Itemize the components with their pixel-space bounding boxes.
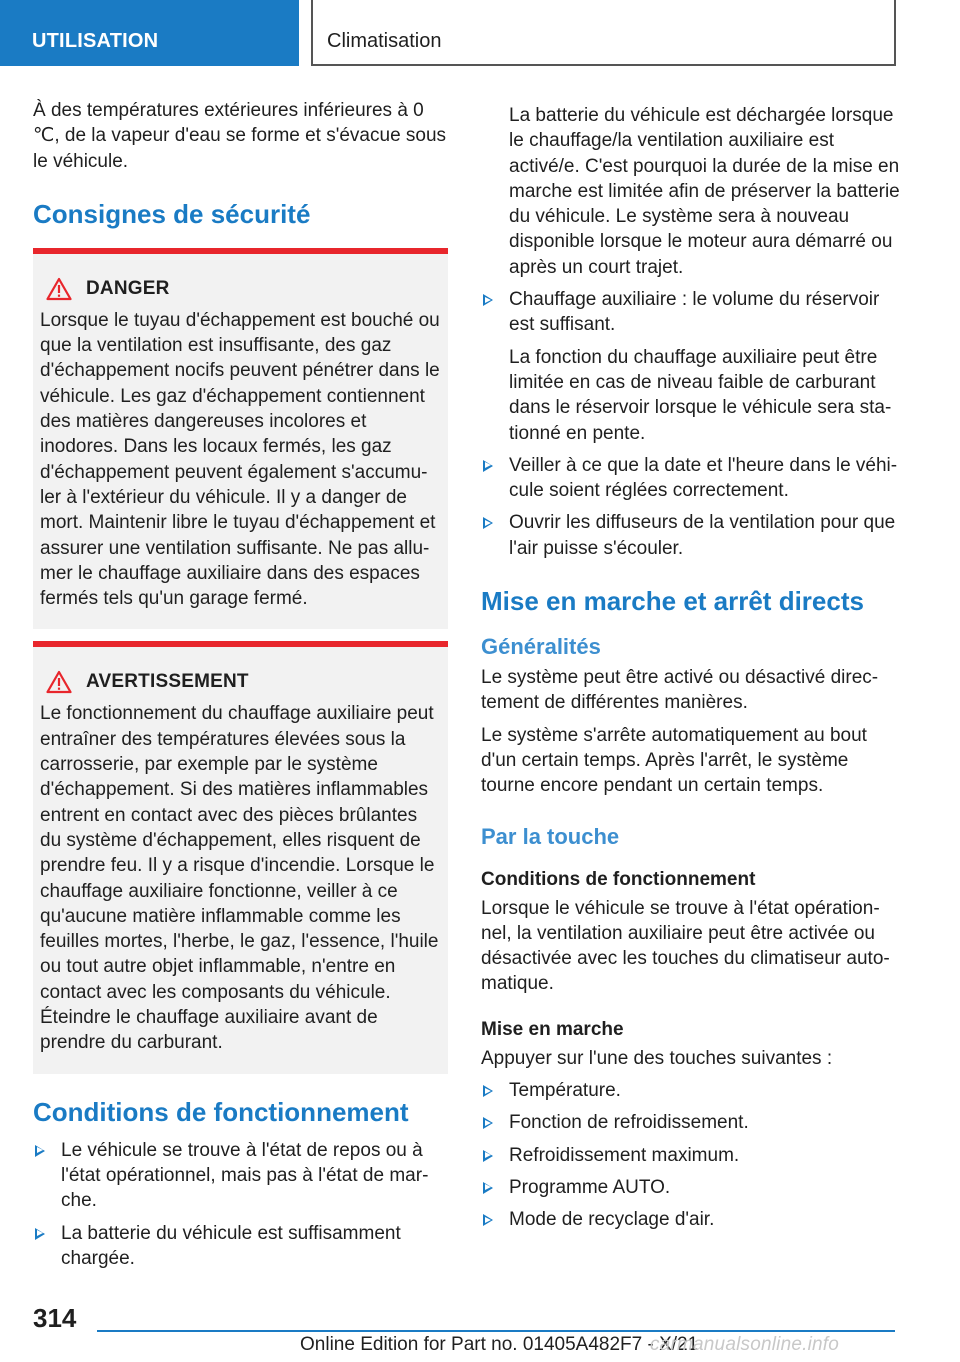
op-conditions-heading: Conditions de fonctionnement: [481, 868, 756, 890]
warning-box: [33, 641, 448, 1073]
warning-title: AVERTISSEMENT: [86, 671, 249, 693]
triangle-bullet-icon: [483, 294, 493, 306]
general-paragraph-2: Le système s'arrête automatiquement au bout d'un certain temps. Après l'arrêt, le système tourne encore pendant un certain temps.: [481, 724, 867, 797]
section-title: UTILISATION: [32, 30, 159, 52]
tank-note: La fonction du chauffage auxiliaire peut être limitée en cas de niveau faible de carburant dans le réservoir lorsque le véhicule sera stationné en pente.: [509, 346, 892, 444]
triangle-bullet-icon: [483, 1150, 493, 1162]
triangle-bullet-icon: [483, 1117, 493, 1129]
warning-title-row: [40, 669, 440, 695]
triangle-bullet-icon: [483, 460, 493, 472]
list-item: Chauffage auxiliaire : le volume du réservoir est suffisant.: [481, 287, 901, 338]
triangle-bullet-icon: [35, 1145, 45, 1157]
right-column: [481, 103, 901, 1240]
triangle-bullet-icon: [483, 1085, 493, 1097]
triangle-bullet-icon: [483, 517, 493, 529]
safety-heading: Consignes de sécurité: [33, 198, 311, 229]
danger-text: Lorsque le tuyau d'échappement est bouché ou que la ventilation est insuffisante, des gaz d'échappement nocifs peuvent pénétrer dans le véhicule. Les gaz d'échappement contiennent des matières dangereuses incolores et inodores. Dans les locaux fermés, les gaz d'échappement peuvent également s'accumuler à l'extérieur du véhicule. Il y a danger de mort. Maintenir libre le tuyau d'échappement et assurer une ventilation suffisante. Ne pas allumer le chauffage auxiliaire dans des espaces fermés tels qu'un garage fermé.: [40, 309, 440, 610]
left-column: [33, 98, 448, 1278]
general-paragraph-1: Le système peut être activé ou désactivé directement de différentes manières.: [481, 667, 879, 714]
warning-triangle-icon: [46, 670, 72, 694]
section-tab: [0, 0, 299, 66]
footer-rule: [97, 1330, 895, 1332]
requirements-list: [481, 287, 901, 338]
list-item: Température.: [481, 1078, 901, 1103]
op-conditions-text: Lorsque le véhicule se trouve à l'état opérationnel, la ventilation auxiliaire peut être activée ou désactivée avec les touches du climatiseur automatique.: [481, 897, 890, 995]
edition-text: Online Edition for Part no. 01405A482F7 - X/21: [300, 1334, 699, 1355]
chapter-box: [311, 0, 896, 66]
warning-text: Le fonctionnement du chauffage auxiliaire peut entraîner des températures élevées sous la carrosserie, par exemple par le système d'échappement. Si des matières inflammables entrent en contact avec des pièces brûlantes du système d'échappement, elles risquent de prendre feu. Il y a risque d'incendie. Lorsque le chauffage auxiliaire fonctionne, veiller à ce qu'aucune matière inflammable comme les feuilles mortes, l'herbe, le gaz, l'essence, l'huile ou tout autre objet inflammable, n'entre en contact avec les composants du véhicule. Éteindre le chauffage auxiliaire avant de prendre du carburant.: [40, 703, 439, 1054]
switch-on-heading: Mise en marche: [481, 1018, 624, 1040]
page-number: 314: [33, 1303, 77, 1333]
list-item: Programme AUTO.: [481, 1175, 901, 1200]
list-item: Fonction de refroidissement.: [481, 1110, 901, 1135]
general-heading: Généralités: [481, 634, 601, 660]
triangle-bullet-icon: [35, 1228, 45, 1240]
list-item: Le véhicule se trouve à l'état de repos ou à l'état opérationnel, mais pas à l'état de marche.: [33, 1138, 448, 1214]
direct-heading: Mise en marche et arrêt directs: [481, 586, 864, 617]
danger-box: [33, 248, 448, 630]
warning-triangle-icon: [46, 277, 72, 301]
conditions-heading: Conditions de fonctionnement: [33, 1096, 409, 1127]
danger-title-row: [40, 276, 440, 302]
list-item: Veiller à ce que la date et l'heure dans le véhicule soient réglées correctement.: [481, 453, 901, 504]
triangle-bullet-icon: [483, 1214, 493, 1226]
button-heading: Par la touche: [481, 823, 620, 849]
triangle-bullet-icon: [483, 1182, 493, 1194]
list-item: Mode de recyclage d'air.: [481, 1207, 901, 1232]
list-item: Ouvrir les diffuseurs de la ventilation pour que l'air puisse s'écouler.: [481, 510, 901, 561]
conditions-list: [33, 1138, 448, 1271]
intro-paragraph: À des températures extérieures inférieures à 0 ℃, de la vapeur d'eau se forme et s'évacue sous le véhicule.: [33, 100, 447, 172]
list-item: Refroidissement maximum.: [481, 1143, 901, 1168]
battery-note: La batterie du véhicule est déchargée lorsque le chauffage/la ventilation auxiliaire est activé/e. C'est pourquoi la durée de la mise en marche est limitée afin de préserver la batterie du véhicule. Le système sera à nouveau disponible lorsque le moteur aura démarré ou après un court trajet.: [509, 105, 900, 278]
list-item: La batterie du véhicule est suffisamment chargée.: [33, 1221, 448, 1272]
watermark-logo: carmanualsonline.info: [650, 1334, 840, 1355]
requirements-list-cont: [481, 453, 901, 561]
danger-title: DANGER: [86, 277, 170, 299]
chapter-title: Climatisation: [327, 30, 442, 52]
switch-on-text: Appuyer sur l'une des touches suivantes :: [481, 1047, 833, 1069]
keys-list: [481, 1078, 901, 1232]
